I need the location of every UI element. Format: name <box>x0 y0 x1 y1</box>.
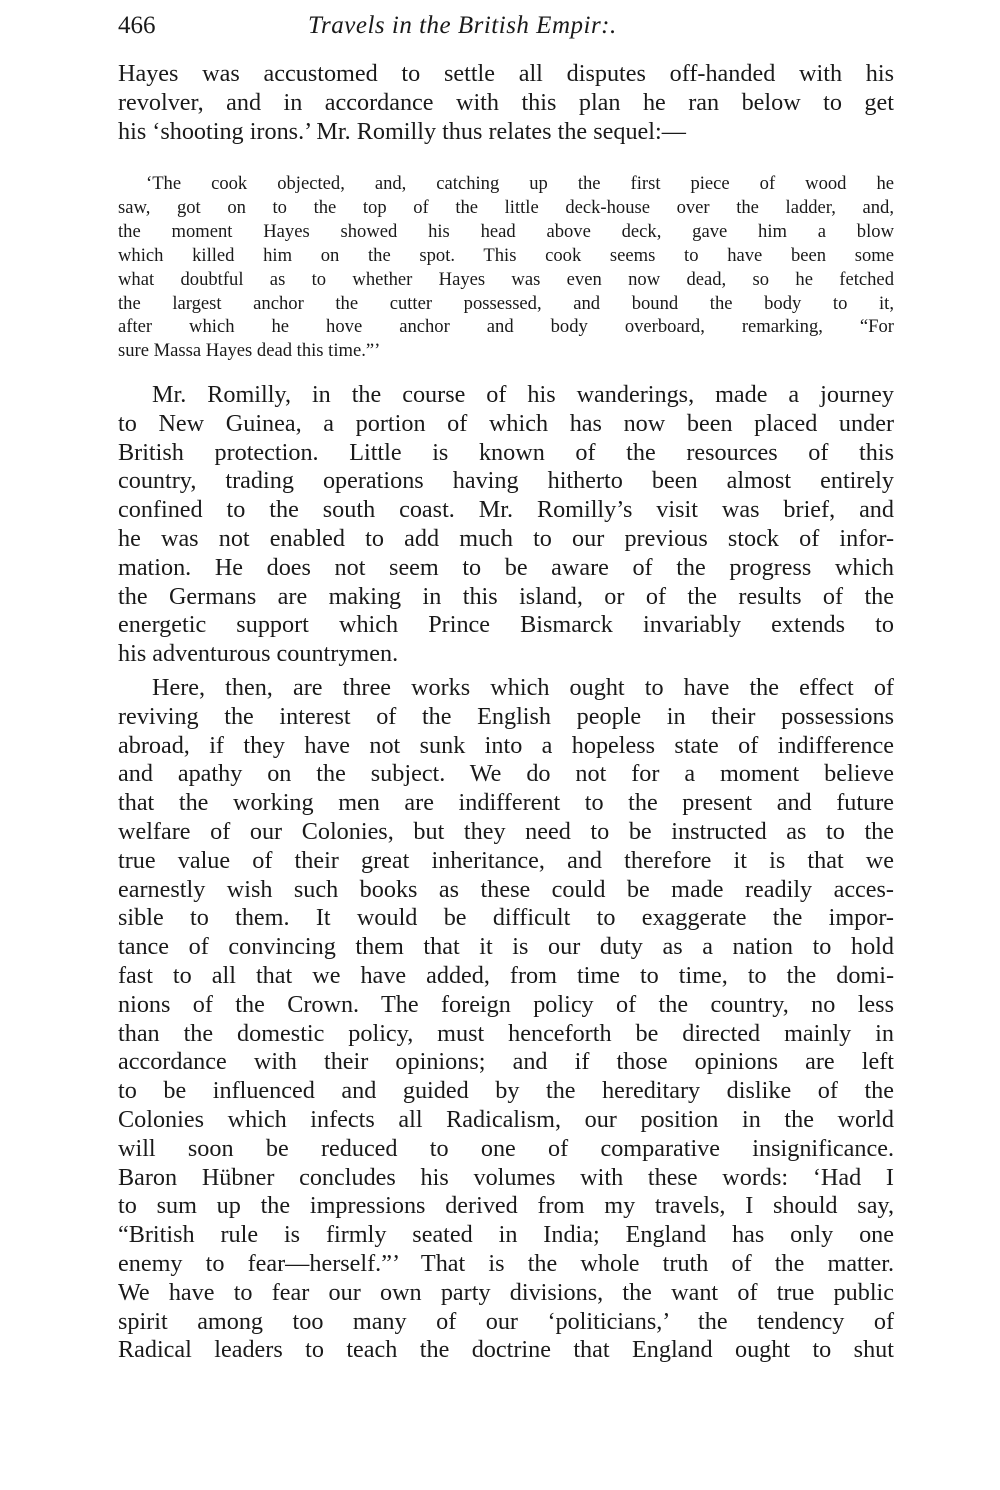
block-quote <box>118 172 894 363</box>
text-line: tance of convincing them that it is our duty as a nation to hold <box>118 933 894 961</box>
paragraph-hayes-revolver <box>118 60 894 146</box>
text-line: earnestly wish such books as these could be made readily acces- <box>118 875 894 903</box>
page-header <box>118 6 894 46</box>
text-line: to be influenced and guided by the hereditary dislike of the <box>118 1077 894 1105</box>
quote-line: ‘The cook objected, and, catching up the first piece of wood he <box>146 173 894 194</box>
text-line: and apathy on the subject. We do not for a moment believe <box>118 760 894 788</box>
text-line: fast to all that we have added, from time to time, to the domi- <box>118 961 894 989</box>
text-line: We have to fear our own party divisions, the want of true public <box>118 1278 894 1306</box>
quote-line: what doubtful as to whether Hayes was even now dead, so he fetched <box>118 268 894 290</box>
text-line: than the domestic policy, must henceforth be directed mainly in <box>118 1019 894 1047</box>
quote-line: saw, got on to the top of the little deck-house over the ladder, and, <box>118 196 894 218</box>
text-line: “British rule is firmly seated in India; England has only one <box>118 1221 894 1249</box>
text-line: welfare of our Colonies, but they need to be instructed as to the <box>118 817 894 845</box>
text-line: revolver, and in accordance with this plan he ran below to get <box>118 88 894 116</box>
quote-line: sure Massa Hayes dead this time.”’ <box>118 340 381 362</box>
page-number: 466 <box>118 12 156 39</box>
text-line: reviving the interest of the English people in their possessions <box>118 702 894 730</box>
text-line: nions of the Crown. The foreign policy of the country, no less <box>118 990 894 1018</box>
text-line: the Germans are making in this island, or of the results of the <box>118 582 894 610</box>
text-line: Baron Hübner concludes his volumes with these words: ‘Had I <box>118 1163 894 1191</box>
text-line: country, trading operations having hitherto been almost entirely <box>118 467 894 495</box>
text-line: confined to the south coast. Mr. Romilly’s visit was brief, and <box>118 496 894 524</box>
text-line: he was not enabled to add much to our previous stock of infor- <box>118 524 894 552</box>
quote-line: after which he hove anchor and body overboard, remarking, “For <box>118 316 894 338</box>
text-line: Mr. Romilly, in the course of his wanderings, made a journey <box>152 381 894 408</box>
paragraph-three-works <box>118 674 894 1365</box>
paragraph-new-guinea <box>118 381 894 669</box>
text-line: sible to them. It would be difficult to exaggerate the impor- <box>118 904 894 932</box>
text-line: enemy to fear—herself.”’ That is the whole truth of the matter. <box>118 1249 894 1277</box>
text-line: true value of their great inheritance, and therefore it is that we <box>118 846 894 874</box>
text-line: British protection. Little is known of the resources of this <box>118 438 894 466</box>
text-line: Hayes was accustomed to settle all disputes off-handed with his <box>118 60 894 87</box>
text-line: energetic support which Prince Bismarck invariably extends to <box>118 611 894 639</box>
text-line: Radical leaders to teach the doctrine that England ought to shut <box>118 1336 894 1364</box>
text-line: that the working men are indifferent to the present and future <box>118 789 894 817</box>
text-line: his adventurous countrymen. <box>118 640 399 668</box>
quote-line: the moment Hayes showed his head above deck, gave him a blow <box>118 220 894 242</box>
text-line: to sum up the impressions derived from my travels, I should say, <box>118 1192 894 1220</box>
text-line: mation. He does not seem to be aware of the progress which <box>118 553 894 581</box>
text-line: accordance with their opinions; and if those opinions are left <box>118 1048 894 1076</box>
quote-line: which killed him on the spot. This cook seems to have been some <box>118 244 894 266</box>
text-line: spirit among too many of our ‘politicians,’ the tendency of <box>118 1307 894 1335</box>
quote-line: the largest anchor the cutter possessed, and bound the body to it, <box>118 292 894 314</box>
text-line: to New Guinea, a portion of which has now been placed under <box>118 409 894 437</box>
text-line: his ‘shooting irons.’ Mr. Romilly thus relates the sequel:— <box>118 117 686 145</box>
running-head: Travels in the British Empir:. <box>308 12 617 39</box>
text-line: abroad, if they have not sunk into a hopeless state of indifference <box>118 731 894 759</box>
text-line: Colonies which infects all Radicalism, our position in the world <box>118 1105 894 1133</box>
text-line: Here, then, are three works which ought to have the effect of <box>152 674 894 701</box>
text-line: will soon be reduced to one of comparative insignificance. <box>118 1134 894 1162</box>
